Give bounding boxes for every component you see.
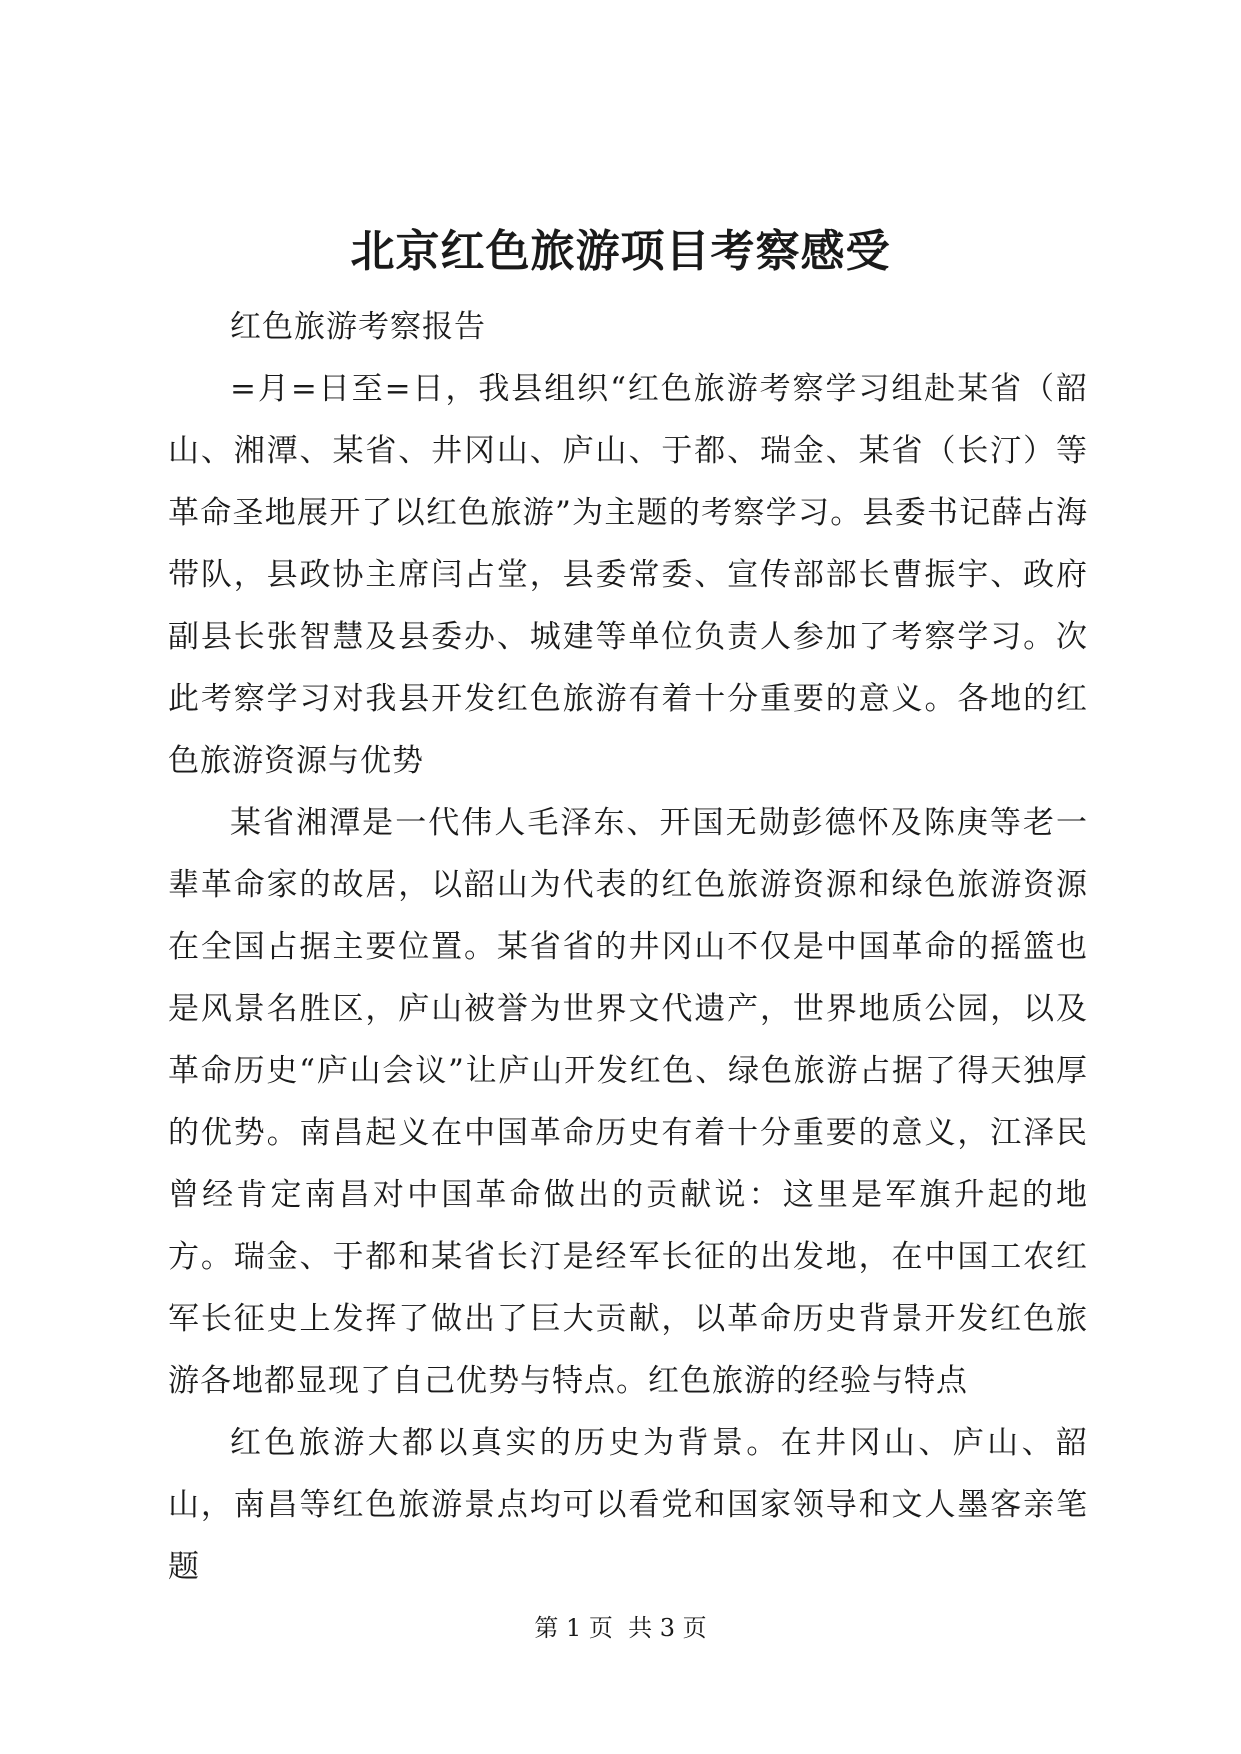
paragraph-intro: =月=日至=日，我县组织“红色旅游考察学习组赴某省（韶山、湘潭、某省、井冈山、庐山、于都、瑞金、某省（长汀）等革命圣地展开了以红色旅游”为主题的考察学习。县委书记薛占海带队，县政协主席闫占堂，县委常委、宣传部部长曹振宇、政府副县长张智慧及县委办、城建等单位负责人参加了考察学习。次此考察学习对我县开发红色旅游有着十分重要的意义。各地的红色旅游资源与优势 xyxy=(168,371,1088,779)
report-subtitle: 红色旅游考察报告 xyxy=(230,309,486,345)
paragraph-resources: 某省湘潭是一代伟人毛泽东、开国无勋彭德怀及陈庚等老一辈革命家的故居，以韶山为代表的红色旅游资源和绿色旅游资源在全国占据主要位置。某省省的井冈山不仅是中国革命的摇篮也是风景名胜区，庐山被誉为世界文代遗产，世界地质公园，以及革命历史“庐山会议”让庐山开发红色、绿色旅游占据了得天独厚的优势。南昌起义在中国革命历史有着十分重要的意义，江泽民曾经肯定南昌对中国革命做出的贡献说：这里是军旗升起的地方。瑞金、于都和某省长汀是经军长征的出发地，在中国工农红军长征史上发挥了做出了巨大贡献，以革命历史背景开发红色旅游各地都显现了自己优势与特点。红色旅游的经验与特点 xyxy=(168,805,1088,1399)
paragraph-experience: 红色旅游大都以真实的历史为背景。在井冈山、庐山、韶山，南昌等红色旅游景点均可以看党和国家领导和文人墨客亲笔题 xyxy=(168,1425,1088,1585)
document-title: 北京红色旅游项目考察感受 xyxy=(350,226,891,277)
page-number-label: 第 1 页 共 3 页 xyxy=(534,1614,707,1642)
page-footer xyxy=(0,1612,1241,1644)
document-body xyxy=(168,296,1088,1598)
